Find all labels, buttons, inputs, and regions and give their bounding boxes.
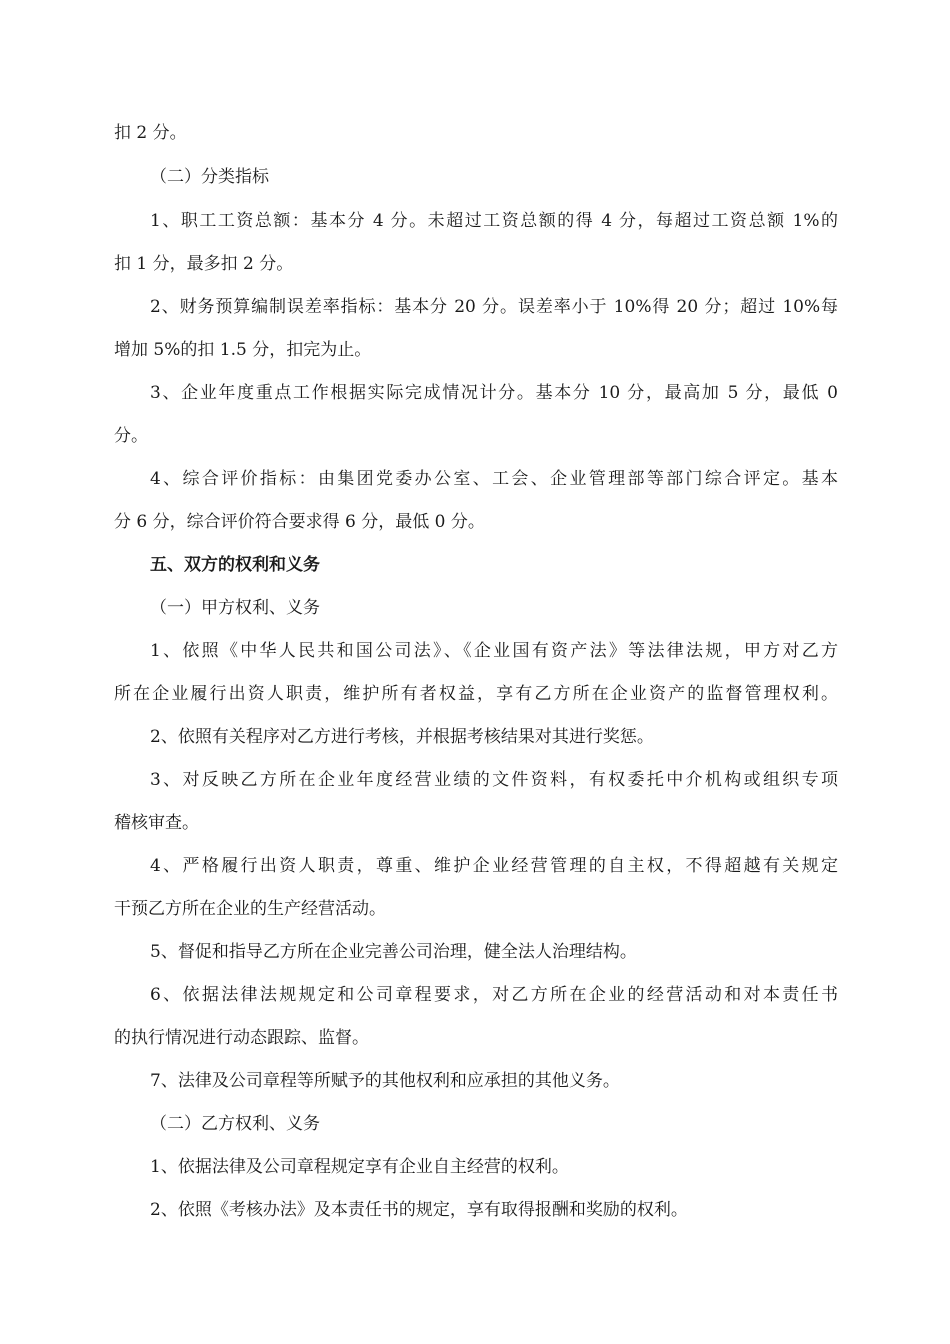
text-line: 7、法律及公司章程等所赋予的其他权利和应承担的其他义务。 bbox=[150, 1071, 620, 1091]
text-line: 所在企业履行出资人职责，维护所有者权益，享有乙方所在企业资产的监督管理权利。 bbox=[114, 684, 838, 704]
text-line: 3、企业年度重点工作根据实际完成情况计分。基本分 10 分，最高加 5 分，最低 0 bbox=[150, 383, 838, 403]
text-line: 2、财务预算编制误差率指标：基本分 20 分。误差率小于 10%得 20 分；超过 10%每 bbox=[150, 297, 838, 317]
subsection-heading: （一）甲方权利、义务 bbox=[150, 598, 320, 618]
text-line: 稽核审查。 bbox=[114, 813, 199, 833]
text-line: 1、职工工资总额：基本分 4 分。未超过工资总额的得 4 分，每超过工资总额 1%的 bbox=[150, 211, 838, 231]
text-line: 6、依据法律法规规定和公司章程要求，对乙方所在企业的经营活动和对本责任书 bbox=[150, 985, 838, 1005]
text-line: 增加 5%的扣 1.5 分，扣完为止。 bbox=[114, 340, 372, 360]
text-line: 4、综合评价指标：由集团党委办公室、工会、企业管理部等部门综合评定。基本 bbox=[150, 469, 838, 489]
text-line: 2、依照《考核办法》及本责任书的规定，享有取得报酬和奖励的权利。 bbox=[150, 1200, 688, 1220]
text-line: 分 6 分，综合评价符合要求得 6 分，最低 0 分。 bbox=[114, 512, 485, 532]
text-line: 1、依据法律及公司章程规定享有企业自主经营的权利。 bbox=[150, 1157, 569, 1177]
subsection-heading: （二）分类指标 bbox=[150, 167, 269, 187]
text-line: 干预乙方所在企业的生产经营活动。 bbox=[114, 899, 386, 919]
text-line: 5、督促和指导乙方所在企业完善公司治理，健全法人治理结构。 bbox=[150, 942, 637, 962]
text-line: 分。 bbox=[114, 426, 148, 446]
subsection-heading: （二）乙方权利、义务 bbox=[150, 1114, 320, 1134]
section-heading: 五、双方的权利和义务 bbox=[150, 555, 320, 575]
text-line: 扣 1 分，最多扣 2 分。 bbox=[114, 254, 294, 274]
text-line: 2、依照有关程序对乙方进行考核，并根据考核结果对其进行奖惩。 bbox=[150, 727, 654, 747]
text-line: 1、依照《中华人民共和国公司法》、《企业国有资产法》等法律法规，甲方对乙方 bbox=[150, 641, 838, 661]
text-line: 扣 2 分。 bbox=[114, 123, 187, 143]
text-line: 3、对反映乙方所在企业年度经营业绩的文件资料，有权委托中介机构或组织专项 bbox=[150, 770, 838, 790]
text-line: 的执行情况进行动态跟踪、监督。 bbox=[114, 1028, 369, 1048]
text-line: 4、严格履行出资人职责，尊重、维护企业经营管理的自主权，不得超越有关规定 bbox=[150, 856, 838, 876]
